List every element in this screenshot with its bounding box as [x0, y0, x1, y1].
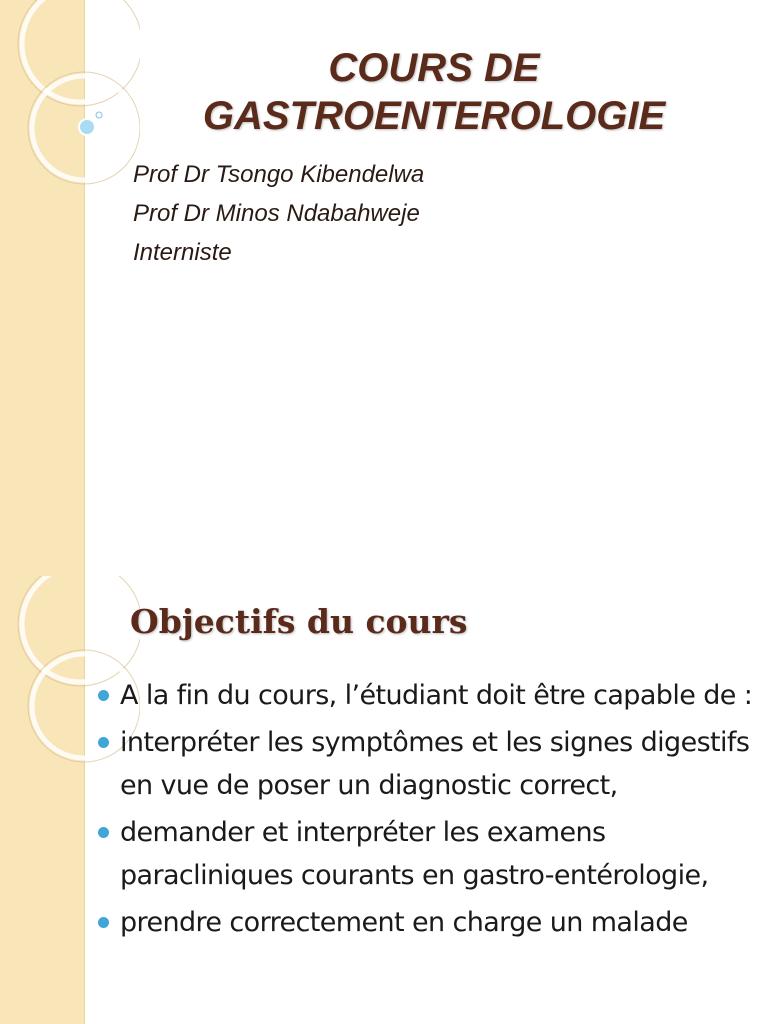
title-line-1: COURS DE	[328, 46, 540, 90]
bullet-icon	[98, 690, 109, 701]
objectives-list	[98, 674, 758, 948]
objectives-heading: Objectifs du cours	[130, 602, 468, 641]
author-1: Prof Dr Tsongo Kibendelwa	[133, 161, 425, 188]
title-line-2: GASTROENTEROLOGIE	[202, 94, 666, 138]
list-item	[98, 674, 758, 717]
list-item-text: prendre correctement en charge un malade	[120, 907, 688, 938]
author-role: Interniste	[133, 239, 232, 266]
authors-list	[133, 155, 733, 272]
slide-title-heading	[100, 44, 768, 140]
list-item-text: interpréter les symptômes et les signes digestifs en vue de poser un diagnostic correct,	[120, 727, 750, 801]
bullet-icon	[98, 737, 109, 748]
list-item-text: demander et interpréter les examens paracliniques courants en gastro-entérologie,	[120, 817, 709, 891]
bullet-icon	[98, 917, 109, 928]
bullet-icon	[98, 827, 109, 838]
list-item-text: A la fin du cours, l’étudiant doit être capable de :	[120, 680, 753, 711]
list-item	[98, 721, 758, 807]
list-item	[98, 811, 758, 897]
side-decor-strip	[0, 0, 85, 576]
list-item	[98, 901, 758, 944]
author-2: Prof Dr Minos Ndabahweje	[133, 200, 420, 227]
slide-objectives	[0, 576, 768, 1024]
side-decor-strip	[0, 576, 85, 1024]
